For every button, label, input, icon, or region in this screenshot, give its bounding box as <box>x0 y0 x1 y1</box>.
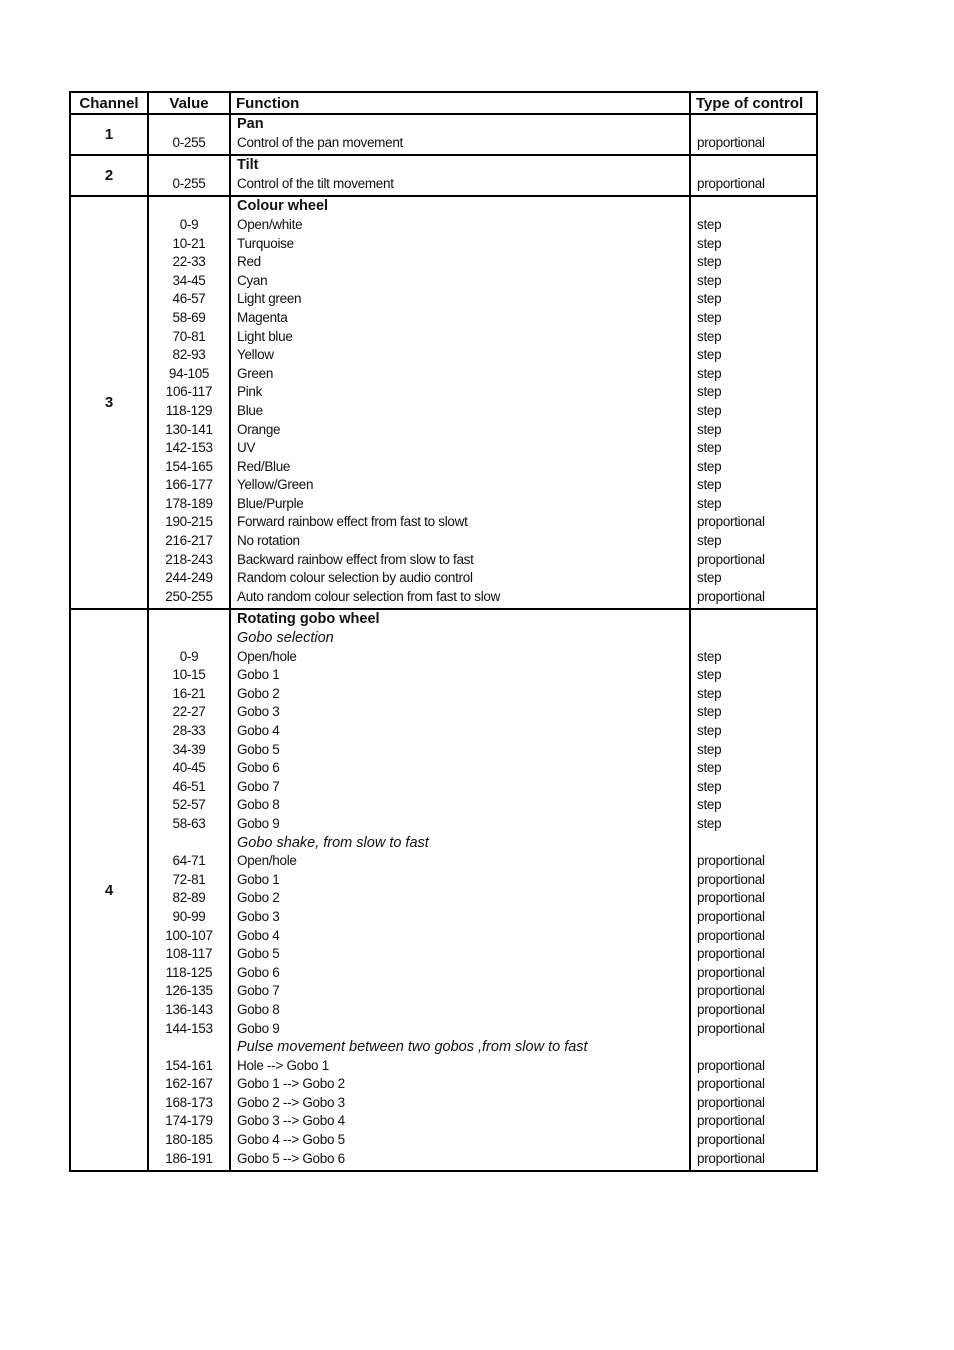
control-type: proportional <box>697 1057 765 1073</box>
dmx-value-range: 126-135 <box>165 983 213 999</box>
function-label: Forward rainbow effect from fast to slowt <box>237 514 468 530</box>
dmx-value-range <box>149 1038 229 1057</box>
channel-row-3 <box>70 196 817 609</box>
control-type: step <box>697 760 722 776</box>
control-type: step <box>697 458 722 474</box>
function-label: Light blue <box>237 328 293 344</box>
function-label: Random colour selection by audio control <box>237 570 473 586</box>
control-type: step <box>697 384 722 400</box>
dmx-value-range: 52-57 <box>172 797 206 813</box>
function-cell <box>230 196 690 609</box>
table-header-row <box>70 92 817 114</box>
table-body <box>70 114 817 1171</box>
section-title: Colour wheel <box>237 198 329 215</box>
dmx-value-range <box>149 834 229 853</box>
control-type <box>691 610 816 629</box>
control-type: proportional <box>697 1076 765 1092</box>
function-label: Control of the pan movement <box>237 134 403 150</box>
header-function: Function <box>230 92 690 114</box>
control-type: step <box>697 570 722 586</box>
channel-row-1 <box>70 114 817 155</box>
dmx-value-range: 136-143 <box>165 1001 213 1017</box>
control-type: step <box>697 495 722 511</box>
dmx-value-range: 0-255 <box>172 175 206 191</box>
value-cell <box>148 609 230 1171</box>
function-label: Gobo 9 <box>237 815 280 831</box>
control-type: proportional <box>697 1150 765 1166</box>
dmx-value-range: 22-33 <box>172 254 206 270</box>
dmx-value-range: 186-191 <box>165 1150 213 1166</box>
control-type: step <box>697 291 722 307</box>
control-type: step <box>697 328 722 344</box>
dmx-value-range: 130-141 <box>165 421 213 437</box>
value-cell <box>148 114 230 155</box>
control-type: step <box>697 235 722 251</box>
dmx-value-range: 118-125 <box>165 964 213 980</box>
dmx-value-range: 16-21 <box>172 685 206 701</box>
control-type: proportional <box>697 1132 765 1148</box>
header-type-of-control: Type of control <box>690 92 817 114</box>
type-cell <box>690 155 817 196</box>
dmx-value-range: 250-255 <box>165 588 213 604</box>
control-type: step <box>697 309 722 325</box>
function-label: Gobo 5 <box>237 946 280 962</box>
function-label: Open/hole <box>237 648 297 664</box>
dmx-value-range: 90-99 <box>172 908 206 924</box>
dmx-value-range: 106-117 <box>165 384 213 400</box>
function-label: Gobo 8 <box>237 797 280 813</box>
section-title: Pan <box>237 116 264 132</box>
control-type: proportional <box>697 908 765 924</box>
function-label: Cyan <box>237 272 268 288</box>
function-label: Gobo 2 <box>237 890 280 906</box>
dmx-value-range <box>149 629 229 648</box>
dmx-value-range: 144-153 <box>165 1020 213 1036</box>
dmx-value-range: 10-15 <box>172 667 206 683</box>
function-label: Turquoise <box>237 235 294 251</box>
channel-row-4 <box>70 609 817 1171</box>
dmx-value-range: 40-45 <box>172 760 206 776</box>
value-cell <box>148 196 230 609</box>
control-type: step <box>697 477 722 493</box>
dmx-value-range: 180-185 <box>165 1132 213 1148</box>
control-type: step <box>697 797 722 813</box>
dmx-value-range: 58-69 <box>172 309 206 325</box>
section-subtitle: Gobo selection <box>237 630 334 647</box>
dmx-value-range: 218-243 <box>165 551 213 567</box>
channel-number: 2 <box>70 155 148 196</box>
dmx-value-range: 154-161 <box>165 1057 213 1073</box>
control-type: step <box>697 216 722 232</box>
dmx-value-range: 0-9 <box>179 648 199 664</box>
function-label: Gobo 4 --> Gobo 5 <box>237 1132 345 1148</box>
function-label: Backward rainbow effect from slow to fast <box>237 551 474 567</box>
function-label: Gobo 3 <box>237 704 280 720</box>
control-type: proportional <box>697 514 765 530</box>
dmx-value-range <box>149 115 229 134</box>
function-cell <box>230 114 690 155</box>
dmx-value-range: 28-33 <box>172 723 206 738</box>
control-type <box>691 834 816 853</box>
control-type: step <box>697 440 722 456</box>
dmx-value-range: 34-45 <box>172 272 206 288</box>
section-subtitle: Gobo shake, from slow to fast <box>237 834 429 851</box>
function-label: Magenta <box>237 309 288 325</box>
type-cell <box>690 114 817 155</box>
control-type: proportional <box>697 871 765 887</box>
function-label: Orange <box>237 421 281 437</box>
function-label: Gobo 8 <box>237 1001 280 1017</box>
function-label: Blue <box>237 402 263 418</box>
value-cell <box>148 155 230 196</box>
function-label: Gobo 6 <box>237 760 280 776</box>
control-type: proportional <box>697 1001 765 1017</box>
dmx-value-range: 22-27 <box>172 704 206 720</box>
control-type <box>691 1038 816 1057</box>
dmx-value-range: 168-173 <box>165 1094 213 1110</box>
dmx-value-range: 178-189 <box>165 495 213 511</box>
control-type: step <box>697 704 722 720</box>
control-type: proportional <box>697 927 765 943</box>
function-label: Green <box>237 365 274 381</box>
dmx-value-range: 0-9 <box>179 216 199 232</box>
dmx-value-range: 166-177 <box>165 477 213 493</box>
control-type <box>691 115 816 134</box>
function-label: Gobo 7 <box>237 983 280 999</box>
section-title: Tilt <box>237 157 259 174</box>
control-type: step <box>697 667 722 683</box>
function-label: Light green <box>237 291 302 307</box>
dmx-value-range: 108-117 <box>165 946 213 962</box>
channel-number: 1 <box>70 114 148 155</box>
control-type <box>691 156 816 175</box>
control-type: step <box>697 365 722 381</box>
control-type: step <box>697 815 722 831</box>
function-label: Gobo 6 <box>237 964 280 980</box>
section-subtitle: Pulse movement between two gobos ,from slow to fast <box>237 1039 588 1056</box>
function-label: Gobo 2 <box>237 685 280 701</box>
function-label: Gobo 3 --> Gobo 4 <box>237 1113 345 1129</box>
type-cell <box>690 609 817 1171</box>
control-type: step <box>697 421 722 437</box>
dmx-value-range <box>149 197 229 216</box>
control-type: step <box>697 685 722 701</box>
type-cell <box>690 196 817 609</box>
dmx-value-range: 64-71 <box>172 853 206 869</box>
header-channel: Channel <box>70 92 148 114</box>
function-label: Hole --> Gobo 1 <box>237 1057 329 1073</box>
function-label: Yellow/Green <box>237 477 314 493</box>
function-label: Pink <box>237 384 263 400</box>
dmx-value-range: 34-39 <box>172 741 206 757</box>
control-type: step <box>697 402 722 418</box>
dmx-value-range: 142-153 <box>165 440 213 456</box>
control-type: proportional <box>697 1113 765 1129</box>
control-type: proportional <box>697 946 765 962</box>
dmx-value-range: 94-105 <box>168 365 210 381</box>
function-label: Gobo 5 <box>237 741 280 757</box>
control-type: proportional <box>697 983 765 999</box>
function-label: Gobo 3 <box>237 908 280 924</box>
function-label: Gobo 1 --> Gobo 2 <box>237 1076 345 1092</box>
function-label: Gobo 4 <box>237 723 280 738</box>
function-label: Gobo 1 <box>237 871 280 887</box>
control-type: step <box>697 741 722 757</box>
function-label: Gobo 5 --> Gobo 6 <box>237 1150 345 1166</box>
control-type <box>691 197 816 216</box>
channel-number: 3 <box>70 196 148 609</box>
control-type: step <box>697 533 722 549</box>
section-title: Rotating gobo wheel <box>237 611 380 628</box>
function-cell <box>230 155 690 196</box>
dmx-value-range: 58-63 <box>172 815 206 831</box>
dmx-value-range: 72-81 <box>172 871 206 887</box>
control-type: proportional <box>697 890 765 906</box>
control-type: proportional <box>697 134 765 150</box>
control-type: proportional <box>697 1094 765 1110</box>
control-type: step <box>697 347 722 363</box>
function-label: Control of the tilt movement <box>237 175 394 191</box>
control-type: step <box>697 254 722 270</box>
channel-row-2 <box>70 155 817 196</box>
control-type: step <box>697 778 722 794</box>
control-type: step <box>697 723 722 738</box>
function-label: UV <box>237 440 256 456</box>
function-label: Gobo 9 <box>237 1020 280 1036</box>
dmx-value-range: 154-165 <box>165 458 213 474</box>
dmx-value-range: 216-217 <box>165 533 213 549</box>
dmx-value-range: 82-93 <box>172 347 206 363</box>
dmx-value-range: 162-167 <box>165 1076 213 1092</box>
dmx-value-range <box>149 610 229 629</box>
function-label: Red/Blue <box>237 458 291 474</box>
dmx-value-range: 244-249 <box>165 570 213 586</box>
function-label: Red <box>237 254 261 270</box>
function-label: Open/white <box>237 216 303 232</box>
dmx-value-range: 46-57 <box>172 291 206 307</box>
control-type: step <box>697 648 722 664</box>
control-type: proportional <box>697 964 765 980</box>
control-type: step <box>697 272 722 288</box>
dmx-value-range: 118-129 <box>165 402 213 418</box>
function-label: No rotation <box>237 533 300 549</box>
control-type: proportional <box>697 175 765 191</box>
control-type: proportional <box>697 1020 765 1036</box>
control-type: proportional <box>697 853 765 869</box>
header-value: Value <box>148 92 230 114</box>
dmx-value-range: 0-255 <box>172 134 206 150</box>
dmx-channel-table <box>69 91 818 1172</box>
dmx-value-range <box>149 156 229 175</box>
channel-number: 4 <box>70 609 148 1171</box>
function-label: Auto random colour selection from fast to slow <box>237 588 501 604</box>
function-label: Yellow <box>237 347 274 363</box>
control-type <box>691 629 816 648</box>
control-type: proportional <box>697 551 765 567</box>
function-label: Blue/Purple <box>237 495 304 511</box>
dmx-value-range: 82-89 <box>172 890 206 906</box>
control-type: proportional <box>697 588 765 604</box>
function-label: Gobo 1 <box>237 667 280 683</box>
dmx-value-range: 46-51 <box>172 778 206 794</box>
dmx-value-range: 100-107 <box>165 927 213 943</box>
dmx-value-range: 70-81 <box>172 328 206 344</box>
dmx-value-range: 190-215 <box>165 514 213 530</box>
function-label: Gobo 4 <box>237 927 280 943</box>
function-cell <box>230 609 690 1171</box>
function-label: Gobo 7 <box>237 778 280 794</box>
dmx-value-range: 174-179 <box>165 1113 213 1129</box>
function-label: Gobo 2 --> Gobo 3 <box>237 1094 345 1110</box>
function-label: Open/hole <box>237 853 297 869</box>
dmx-value-range: 10-21 <box>172 235 206 251</box>
